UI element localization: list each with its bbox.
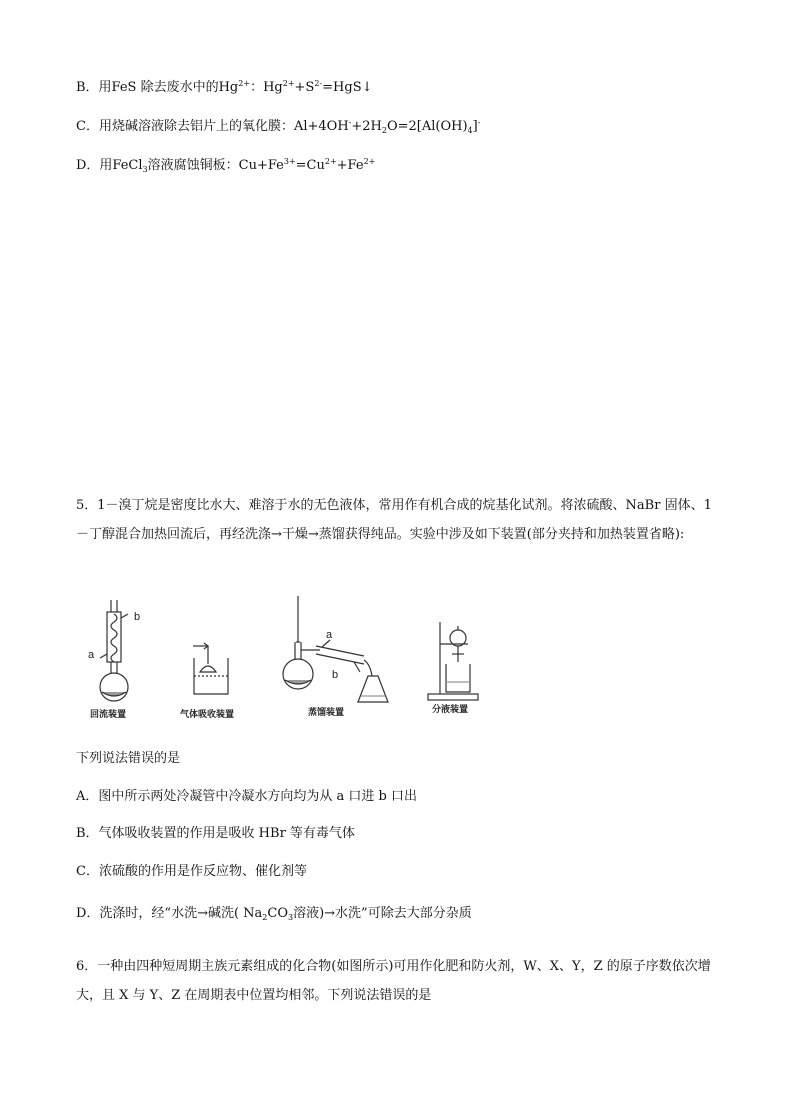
- q5-option-c: C．浓硫酸的作用是作反应物、催化剂等: [76, 864, 307, 879]
- q5-option-d: D．洗涤时，经“水洗→碱洗( $Na_2CO_3$溶液)→水洗”可除去大部分杂质: [76, 906, 472, 922]
- distill-label-a: a: [326, 629, 333, 641]
- apparatus-figure: [76, 592, 496, 724]
- q5-question: 下列说法错误的是: [76, 751, 181, 766]
- q5-stem: 5．1－溴丁烷是密度比水大、难溶于水的无色液体，常用作有机合成的烷基化试剂。将浓硫酸、NaBr 固体、1－丁醇混合加热回流后，再经洗涤→干燥→蒸馏获得纯品。实验中涉及如下装置(部分夹持和加热装置省略):: [76, 498, 712, 542]
- label-distillation: 蒸馏装置: [308, 708, 345, 718]
- q4-option-d: D．用FeCl$_3$溶液腐蚀铜板：$Cu+Fe^{3+}=Cu^{2+}+Fe^{2+}$: [76, 157, 376, 174]
- q4-option-b: B．用FeS 除去废水中的$Hg^{2+}$：$Hg^{2+}+S^{2-}=HgS↓$: [76, 79, 373, 95]
- gas-absorption-apparatus: [193, 643, 228, 694]
- reflux-label-a: a: [88, 649, 95, 661]
- distillation-apparatus: [283, 596, 388, 702]
- label-gas-absorption: 气体吸收装置: [180, 710, 235, 720]
- separatory-funnel-apparatus: [428, 622, 478, 700]
- q4-option-c: C．用烧碱溶液除去铝片上的氧化膜：$Al+4OH^-+2H_2O=2[Al(OH)_4]^-$: [76, 118, 481, 135]
- q5-option-a: A．图中所示两处冷凝管中冷凝水方向均为从 a 口进 b 口出: [76, 789, 417, 804]
- reflux-label-b: b: [134, 611, 141, 623]
- distill-label-b: b: [332, 669, 339, 681]
- reflux-apparatus: [100, 600, 128, 701]
- q6-stem: 6．一种由四种短周期主族元素组成的化合物(如图所示)可用作化肥和防火剂，W、X、Y，Z 的原子序数依次增大，且 X 与 Y、Z 在周期表中位置均相邻。下列说法错误的是: [76, 959, 711, 1003]
- label-separation: 分液装置: [432, 705, 469, 715]
- label-reflux: 回流装置: [90, 710, 127, 720]
- q5-option-b: B．气体吸收装置的作用是吸收 HBr 等有毒气体: [76, 826, 355, 841]
